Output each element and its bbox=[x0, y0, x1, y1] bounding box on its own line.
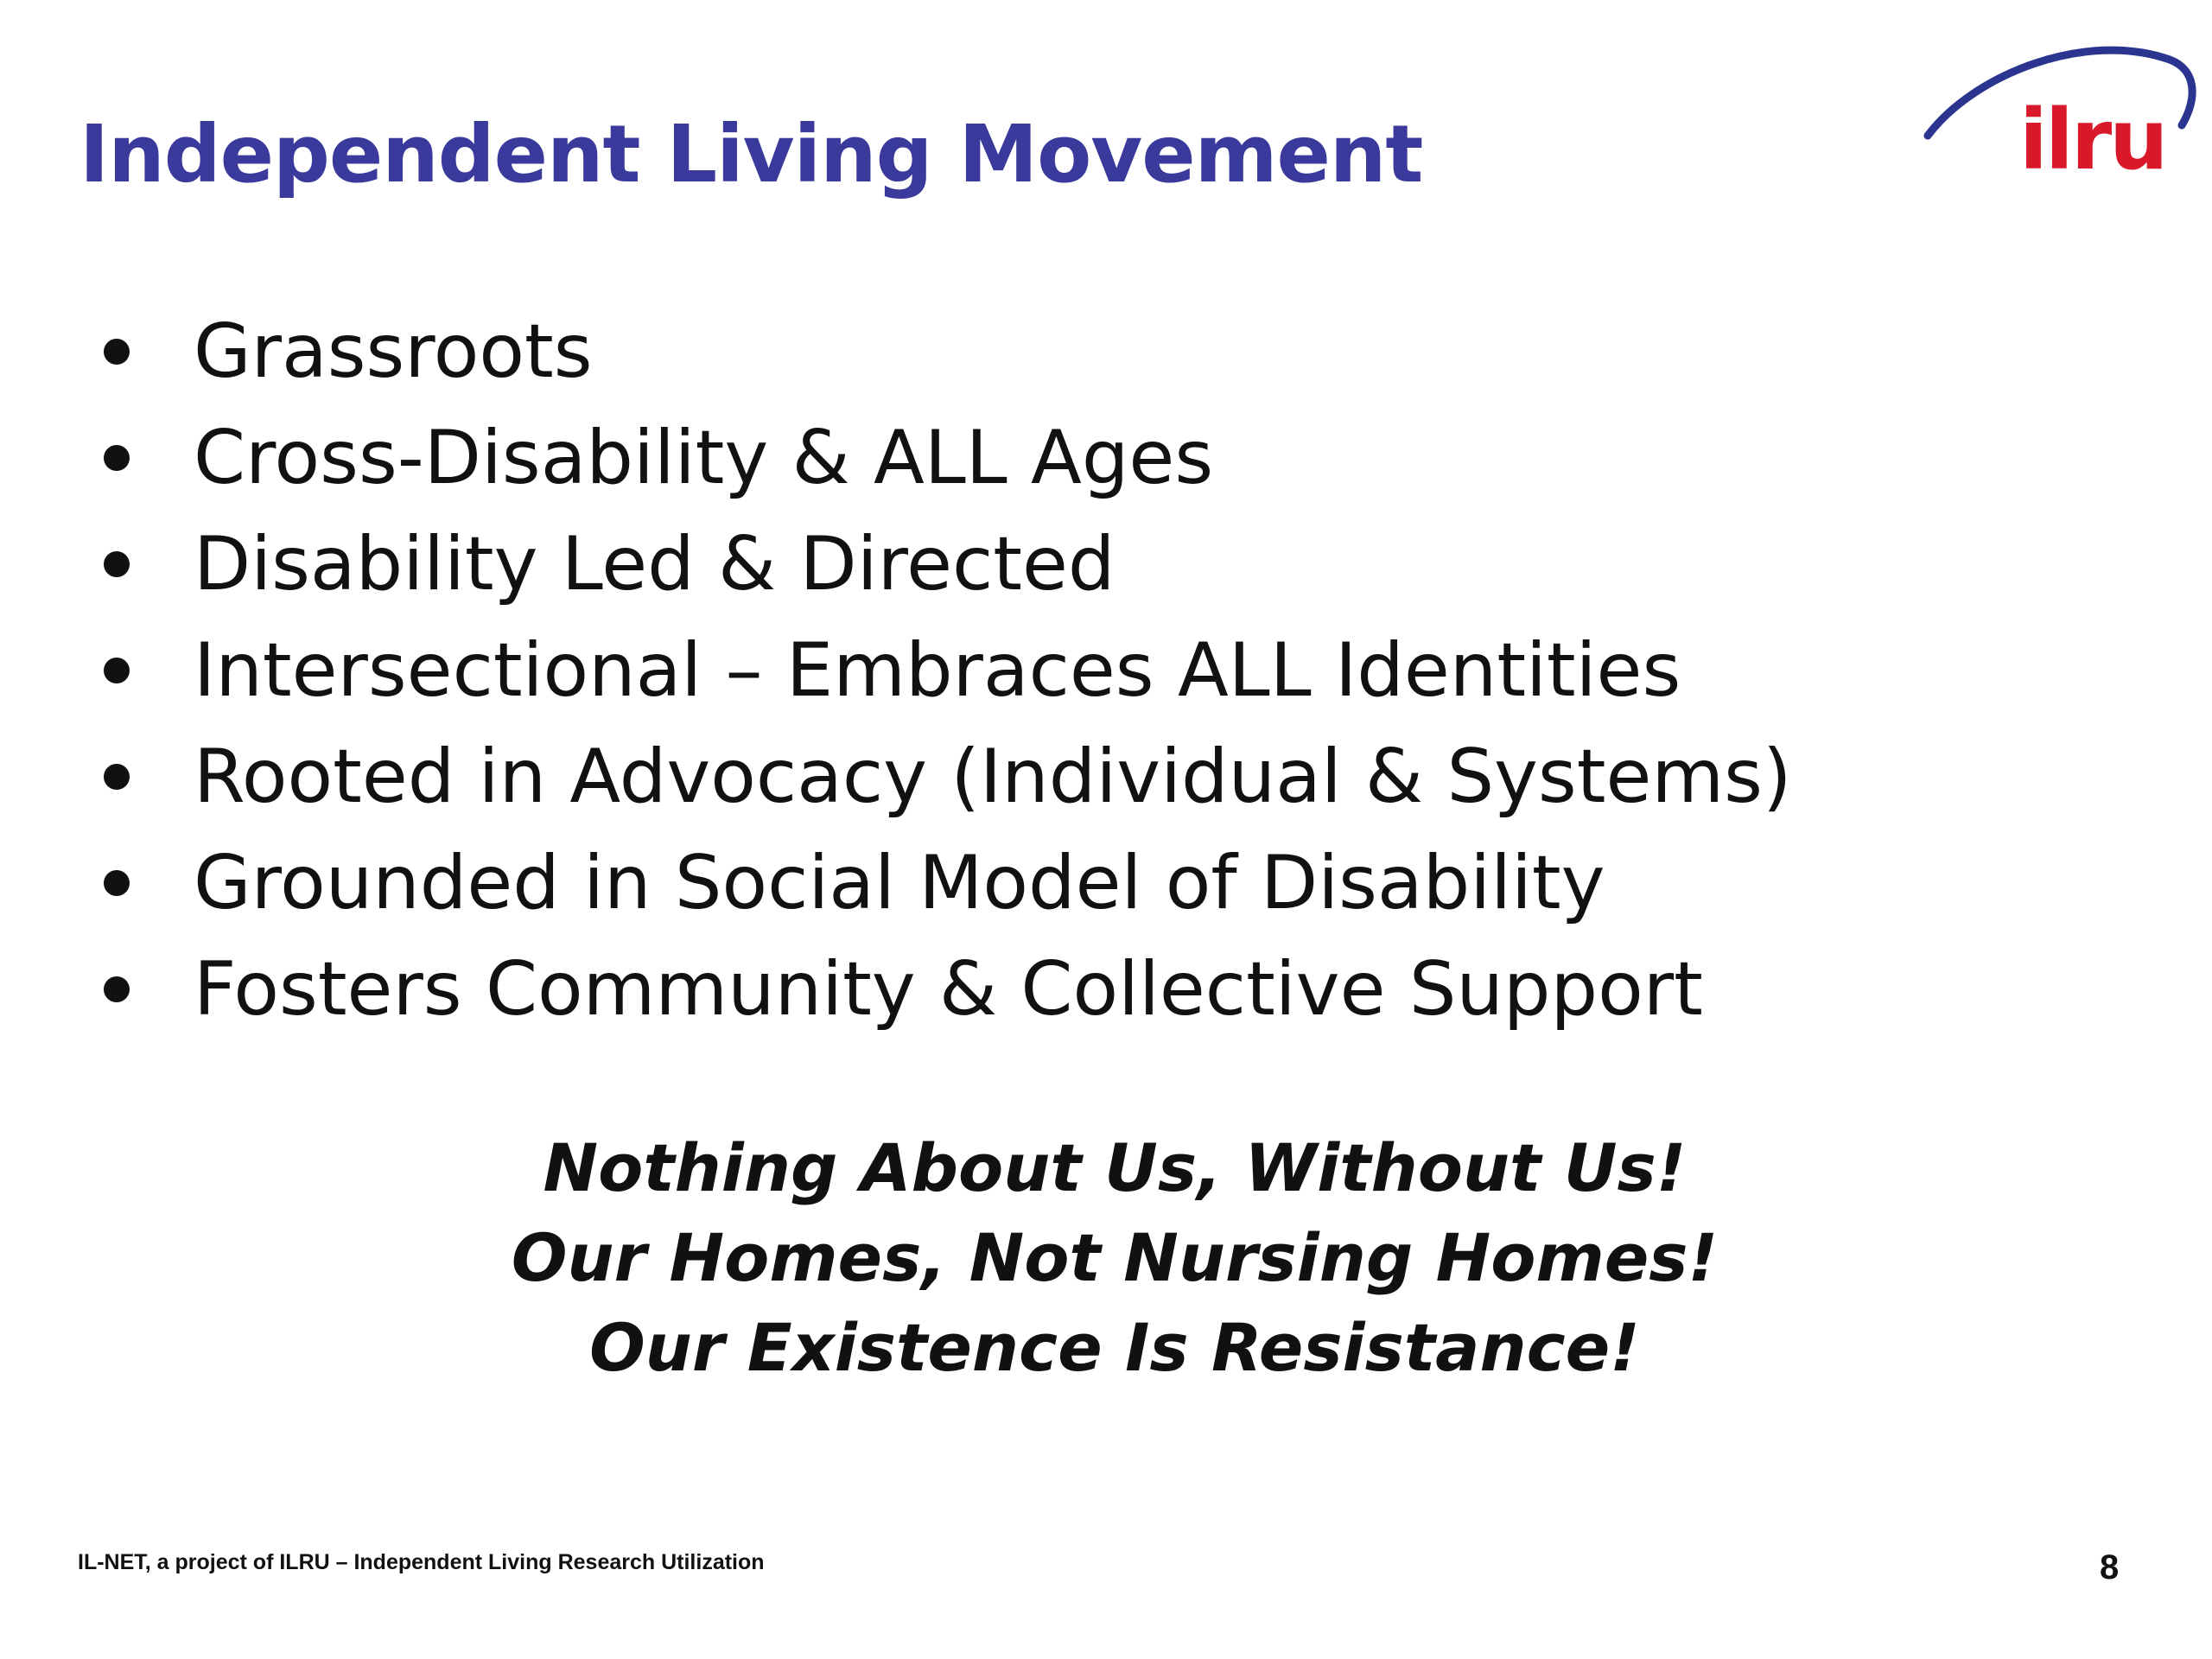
bullet-item bbox=[104, 830, 1792, 936]
bullet-text: Intersectional – Embraces ALL Identities bbox=[194, 626, 1681, 714]
bullet-dot-icon bbox=[104, 870, 130, 896]
bullet-item bbox=[104, 298, 1792, 404]
page-number: 8 bbox=[2100, 1548, 2120, 1586]
bullet-dot-icon bbox=[104, 551, 130, 577]
bullet-item bbox=[104, 723, 1792, 830]
bullet-list bbox=[104, 298, 1792, 1042]
bullet-item bbox=[104, 511, 1792, 617]
bullet-dot-icon bbox=[104, 658, 130, 683]
bullet-item bbox=[104, 617, 1792, 723]
ilru-logo-text: ilru bbox=[2019, 92, 2166, 181]
slogan-line: Our Existence Is Resistance! bbox=[589, 1309, 1640, 1386]
bullet-dot-icon bbox=[104, 976, 130, 1002]
bullet-text: Cross-Disability & ALL Ages bbox=[194, 414, 1214, 501]
bullet-text: Rooted in Advocacy (Individual & Systems) bbox=[194, 733, 1792, 820]
bullet-text: Disability Led & Directed bbox=[194, 520, 1116, 607]
bullet-dot-icon bbox=[104, 445, 130, 471]
bullet-text: Grounded in Social Model of Disability bbox=[194, 839, 1605, 926]
slogan-block bbox=[484, 1123, 1745, 1393]
footer-text: IL-NET, a project of ILRU – Independent Living Research Utilization bbox=[78, 1550, 765, 1574]
ilru-logo bbox=[1923, 39, 2199, 181]
slide-title: Independent Living Movement bbox=[79, 108, 1423, 200]
bullet-item bbox=[104, 936, 1792, 1042]
bullet-dot-icon bbox=[104, 764, 130, 790]
slogan-line: Nothing About Us, Without Us! bbox=[543, 1129, 1687, 1206]
ilru-logo-arc-icon bbox=[1923, 39, 2199, 181]
bullet-text: Grassroots bbox=[194, 308, 593, 395]
bullet-text: Fosters Community & Collective Support bbox=[194, 945, 1703, 1033]
bullet-item bbox=[104, 404, 1792, 511]
slogan-line: Our Homes, Not Nursing Homes! bbox=[511, 1219, 1719, 1296]
bullet-dot-icon bbox=[104, 339, 130, 365]
